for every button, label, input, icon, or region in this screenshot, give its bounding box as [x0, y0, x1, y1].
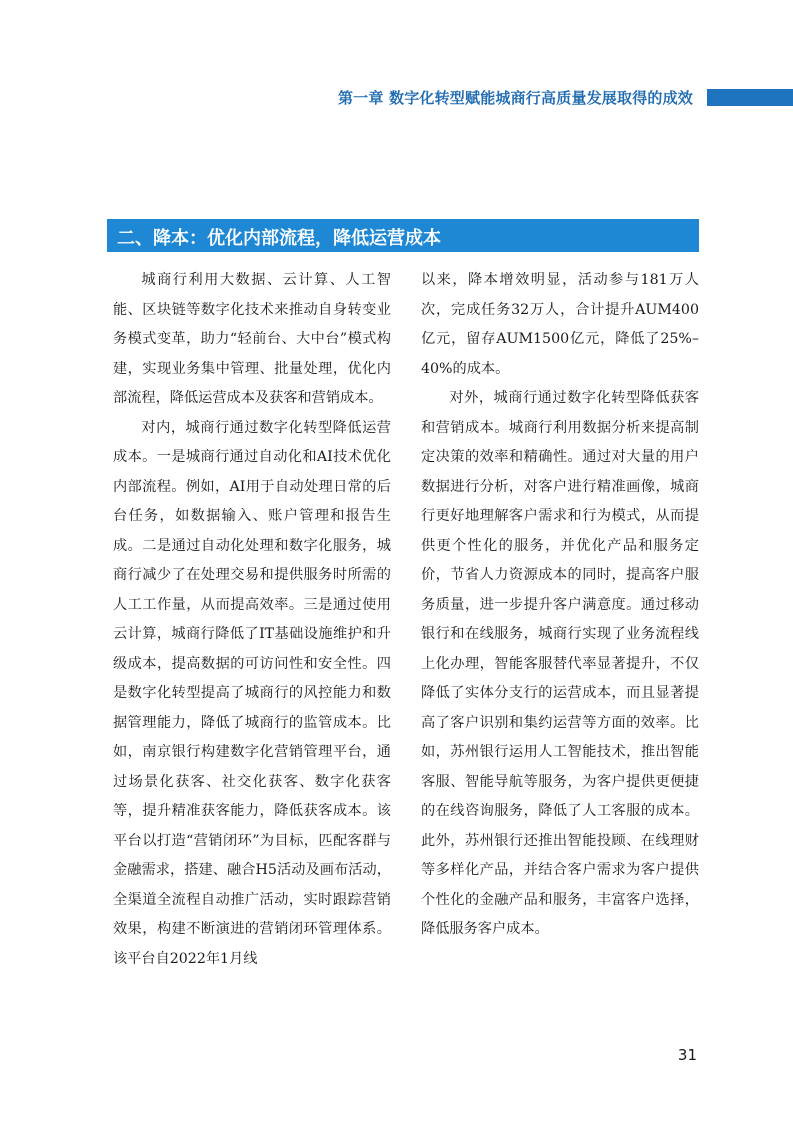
paragraph: 对内，城商行通过数字化转型降低运营成本。一是城商行通过自动化和AI技术优化内部流程。例如，AI用于自动处理日常的后台任务，如数据输入、账户管理和报告生成。二是通过自动化处理和数字化服务，城商行减少了在处理交易和提供服务时所需的人工工作量，从而提高效率。三是通过使用云计算，城商行降低了IT基础设施维护和升级成本，提高数据的可访问性和安全性。四是数字化转型提高了城商行的风控能力和数据管理能力，降低了城商行的监管成本。比如，南京银行构建数字化营销管理平台，通过场景化获客、社交化获客、数字化获客等，提升精准获客能力，降低获客成本。该平台以打造“营销闭环”为目标，匹配客群与金融需求，搭建、融合H5活动及画布活动，全渠道全流程自动推广活动，实时跟踪营销效果，构建不断演进的营销闭环管理体系。该平台自2022年1月线: [113, 419, 391, 967]
header-accent-bar: [707, 89, 793, 106]
section-banner: [107, 219, 699, 252]
section-title: 二、降本：优化内部流程，降低运营成本: [117, 228, 441, 249]
left-column: [113, 266, 391, 974]
chapter-title: 第一章 数字化转型赋能城商行高质量发展取得的成效: [337, 89, 693, 107]
right-column: [421, 266, 699, 945]
paragraph-continuation: 以来，降本增效明显，活动参与181万人次，完成任务32万人，合计提升AUM400亿元，留存AUM1500亿元，降低了25%–40%的成本。: [421, 272, 699, 377]
running-header: [0, 86, 793, 110]
paragraph: 城商行利用大数据、云计算、人工智能、区块链等数字化技术来推动自身转变业务模式变革，助力“轻前台、大中台”模式构建，实现业务集中管理、批量处理，优化内部流程，降低运营成本及获客和营销成本。: [113, 272, 391, 406]
paragraph: 对外，城商行通过数字化转型降低获客和营销成本。城商行利用数据分析来提高制定决策的效率和精确性。通过对大量的用户数据进行分析，对客户进行精准画像，城商行更好地理解客户需求和行为模式，从而提供更个性化的服务，并优化产品和服务定价，节省人力资源成本的同时，提高客户服务质量，进一步提升客户满意度。通过移动银行和在线服务，城商行实现了业务流程线上化办理，智能客服替代率显著提升，不仅降低了实体分支行的运营成本，而且显著提高了客户识别和集约运营等方面的效率。比如，苏州银行运用人工智能技术，推出智能客服、智能导航等服务，为客户提供更便捷的在线咨询服务，降低了人工客服的成本。此外，苏州银行还推出智能投顾、在线理财等多样化产品，并结合客户需求为客户提供个性化的金融产品和服务，丰富客户选择，降低服务客户成本。: [421, 390, 699, 937]
page-number: 31: [677, 1046, 697, 1064]
